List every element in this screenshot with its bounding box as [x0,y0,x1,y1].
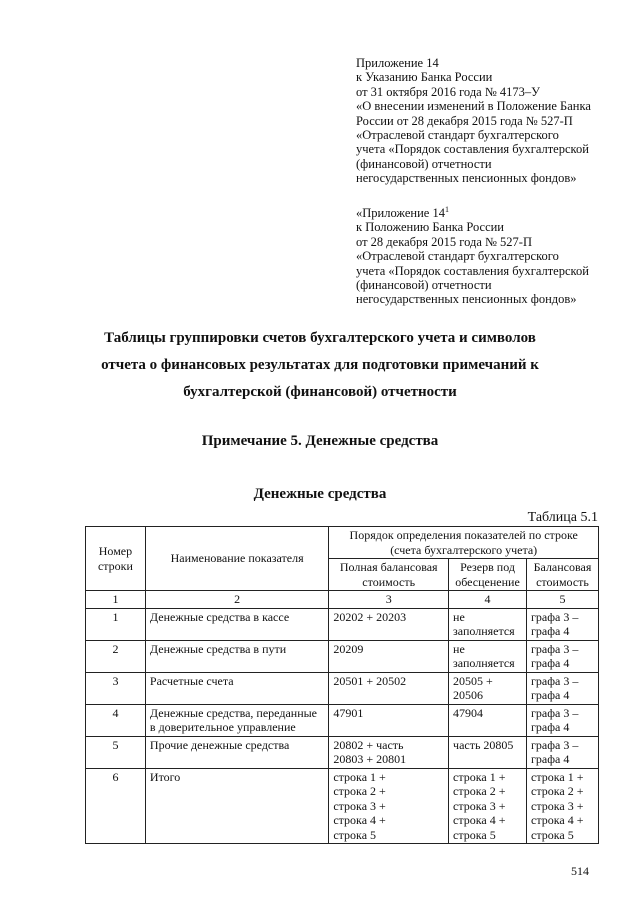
reserve-cell: не заполняется [449,640,527,672]
appendix-first-line: «Приложение 14 [356,206,445,220]
appendix-line: Приложение 14 [356,56,439,70]
gross-value-cell: 20202 + 20203 [329,608,449,640]
title-line: отчета о финансовых результатах для подготовки примечаний к [101,357,539,373]
row-number-cell: 4 [86,704,146,736]
reserve-cell: строка 1 + строка 2 + строка 3 + строка 4 + строка 5 [449,768,527,844]
header-net: Балансовая стоимость [527,559,599,591]
table-number: Таблица 5.1 [527,510,598,525]
net-value-cell: графа 3 – графа 4 [527,640,599,672]
indicator-name-cell: Итого [145,768,328,844]
title-line: бухгалтерской (финансовой) отчетности [183,384,457,400]
appendix-line: (финансовой) отчетности [356,156,492,171]
appendix-line: России от 28 декабря 2015 года № 527-П [356,113,573,128]
reserve-cell: 47904 [449,704,527,736]
appendix-line: от 31 октября 2016 года № 4173–У [356,84,541,99]
header-reserve: Резерв под обесценение [449,559,527,591]
row-number-cell: 3 [86,672,146,704]
appendix-line: негосударственных пенсионных фондов» [356,171,577,186]
gross-value-cell: строка 1 + строка 2 + строка 3 + строка 4 + строка 5 [329,768,449,844]
appendix-header [356,56,591,186]
gross-value-cell: 20501 + 20502 [329,672,449,704]
row-number-cell: 1 [86,608,146,640]
appendix-line: «Отраслевой стандарт бухгалтерского [356,249,559,264]
indicator-name-cell: Денежные средства, переданные в доверительное управление [145,704,328,736]
appendix-line: к Положению Банка России [356,220,504,235]
appendix-line: от 28 декабря 2015 года № 527-П [356,234,532,249]
table-row [86,608,599,640]
net-value-cell: строка 1 + строка 2 + строка 3 + строка 4 + строка 5 [527,768,599,844]
table-body [86,608,599,844]
net-value-cell: графа 3 – графа 4 [527,672,599,704]
table-row [86,736,599,768]
column-number: 4 [449,591,527,609]
document-title [0,325,640,406]
table-title: Денежные средства [253,486,387,502]
net-value-cell: графа 3 – графа 4 [527,704,599,736]
appendix-line: «Отраслевой стандарт бухгалтерского [356,128,559,143]
header-indicator-name: Наименование показателя [145,527,328,591]
row-number-cell: 6 [86,768,146,844]
appendix-quoted-header [356,206,589,307]
appendix-line [356,206,589,220]
table-row [86,768,599,844]
title-line: Таблицы группировки счетов бухгалтерского учета и символов [104,330,536,346]
appendix-line: учета «Порядок составления бухгалтерской [356,142,589,157]
net-value-cell: графа 3 – графа 4 [527,736,599,768]
appendix-line: учета «Порядок составления бухгалтерской [356,263,589,278]
indicator-name-cell: Денежные средства в пути [145,640,328,672]
superscript: 1 [444,204,449,214]
table-row [86,672,599,704]
indicator-name-cell: Денежные средства в кассе [145,608,328,640]
row-number-cell: 2 [86,640,146,672]
indicator-name-cell: Прочие денежные средства [145,736,328,768]
gross-value-cell: 20802 + часть 20803 + 20801 [329,736,449,768]
appendix-line: негосударственных пенсионных фондов» [356,292,577,307]
page-number: 514 [571,864,589,878]
cash-table [85,526,599,844]
appendix-line: «О внесении изменений в Положение Банка [356,99,591,114]
table-row [86,640,599,672]
reserve-cell: не заполняется [449,608,527,640]
header-gross: Полная балансовая стоимость [329,559,449,591]
header-row-number: Номер строки [86,527,146,591]
column-number-row [86,591,599,609]
column-number: 5 [527,591,599,609]
column-number: 3 [329,591,449,609]
column-number: 2 [145,591,328,609]
table-row [86,704,599,736]
net-value-cell: графа 3 – графа 4 [527,608,599,640]
gross-value-cell: 47901 [329,704,449,736]
table-header-row [86,527,599,559]
reserve-cell: часть 20805 [449,736,527,768]
reserve-cell: 20505 + 20506 [449,672,527,704]
gross-value-cell: 20209 [329,640,449,672]
appendix-line: к Указанию Банка России [356,70,493,85]
header-procedure: Порядок определения показателей по строке (счета бухгалтерского учета) [329,527,599,559]
row-number-cell: 5 [86,736,146,768]
column-number: 1 [86,591,146,609]
appendix-line: (финансовой) отчетности [356,278,492,293]
indicator-name-cell: Расчетные счета [145,672,328,704]
note-title: Примечание 5. Денежные средства [201,433,439,449]
